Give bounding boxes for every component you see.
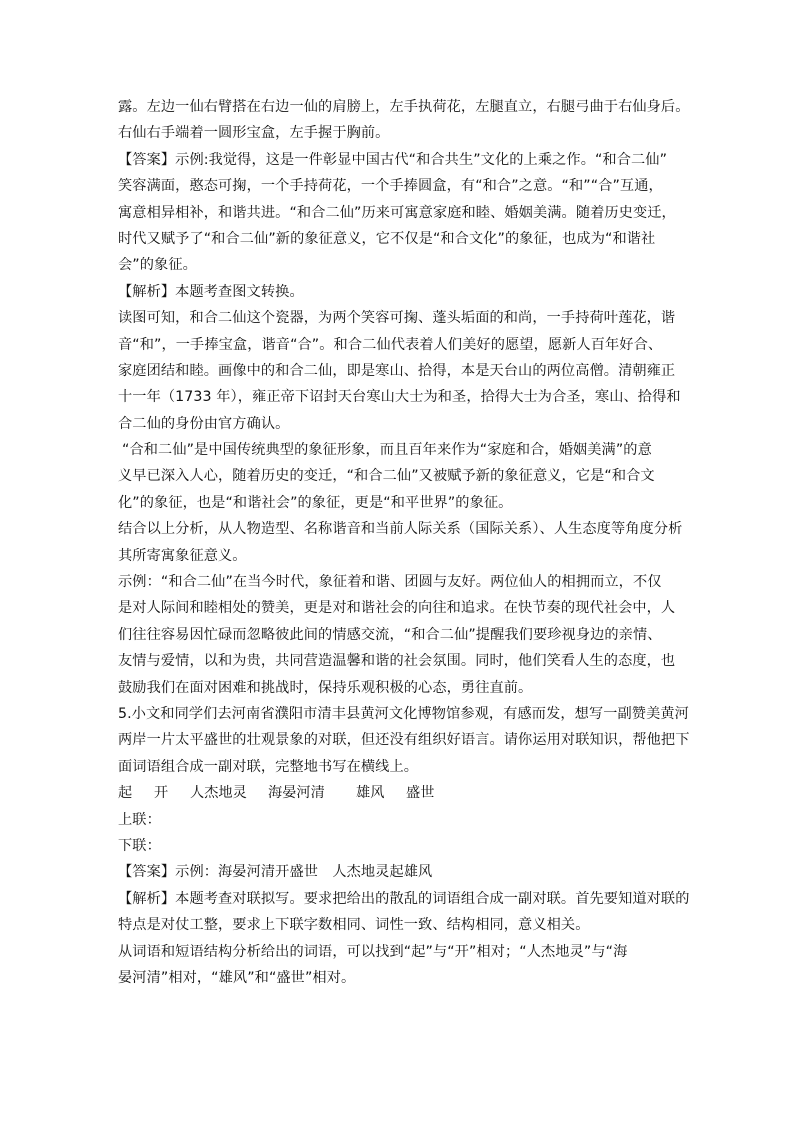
analysis-line: “合和二仙”是中国传统典型的象征形象，而且百年来作为“家庭和合，婚姻美满”的意 (122, 442, 652, 459)
analysis-line: 特点是对仗工整，要求上下联字数相同、词性一致、结构相同，意义相关。 (118, 917, 590, 934)
paragraph-line: 右仙右手端着一圆形宝盒，左手握于胸前。 (118, 125, 390, 142)
analysis-line: 【解析】本题考查对联拟写。要求把给出的散乱的词语组合成一副对联。首先要知道对联的 (118, 890, 690, 907)
answer-line: 会”的象征。 (118, 257, 197, 274)
word-item: 起 (118, 785, 133, 802)
analysis-line: 晏河清”相对，“雄风”和“盛世”相对。 (118, 969, 356, 986)
analysis-line: 鼓励我们在面对困难和挑战时，保持乐观积极的心态，勇往直前。 (118, 679, 533, 696)
analysis-line: 其所寄寓象征意义。 (118, 547, 247, 564)
word-item: 人杰地灵 (190, 785, 247, 802)
lower-couplet-label: 下联： (118, 837, 161, 854)
analysis-line: 音“和”，一手捧宝盒，谐音“合”。和合二仙代表着人们美好的愿望，愿新人百年好合、 (118, 336, 663, 353)
answer-line: 寓意相异相补，和谐共进。“和合二仙”历来可寓意家庭和睦、婚姻美满。随着历史变迁， (118, 204, 676, 221)
question-line: 5.小文和同学们去河南省濮阳市清丰县黄河文化博物馆参观，有感而发，想写一副赞美黄河 (118, 705, 689, 722)
analysis-line: 示例：“和合二仙”在当今时代，象征着和谐、团圆与友好。两位仙人的相拥而立，不仅 (118, 574, 662, 591)
analysis-line: 十一年（1733 年），雍正帝下诏封天台寒山大士为和圣，拾得大士为合圣，寒山、拾得和 (118, 389, 681, 406)
answer-line: 【答案】示例:我觉得，这是一件彰显中国古代“和合共生”文化的上乘之作。“和合二仙” (118, 151, 668, 168)
analysis-line: 结合以上分析，从人物造型、名称谐音和当前人际关系（国际关系）、人生态度等角度分析 (118, 521, 683, 538)
answer-line: 笑容满面，憨态可掬，一个手持荷花，一个手捧圆盒，有“和合”之意。“和”“合”互通， (118, 178, 663, 195)
question-line: 面词语组合成一副对联，完整地书写在横线上。 (118, 758, 419, 775)
analysis-line: 友情与爱情，以和为贵，共同营造温馨和谐的社会氛围。同时，他们笑看人生的态度，也 (118, 653, 676, 670)
analysis-line: 家庭团结和睦。画像中的和合二仙，即是寒山、拾得，本是天台山的两位高僧。清朝雍正 (118, 362, 676, 379)
analysis-line: 是对人际间和睦相处的赞美，更是对和谐社会的向往和追求。在快节奏的现代社会中，人 (118, 600, 676, 617)
upper-couplet-label: 上联： (118, 811, 161, 828)
word-item: 开 (154, 785, 169, 802)
document-page (118, 94, 690, 991)
analysis-line: 【解析】本题考查图文转换。 (118, 283, 304, 300)
question-line: 两岸一片太平盛世的壮观景象的对联，但还没有组织好语言。请你运用对联知识，帮他把下 (118, 732, 690, 749)
answer-line: 【答案】示例：海晏河清开盛世 人杰地灵起雄风 (118, 864, 433, 881)
word-item: 盛世 (406, 785, 435, 802)
analysis-line: 读图可知，和合二仙这个瓷器，为两个笑容可掬、蓬头垢面的和尚，一手持荷叶莲花，谐 (118, 310, 676, 327)
word-bank (118, 780, 680, 806)
analysis-line: 化”的象征，也是“和谐社会”的象征，更是“和平世界”的象征。 (118, 494, 513, 511)
paragraph-line: 露。左边一仙右臂搭在右边一仙的肩膀上，左手执荷花，左腿直立，右腿弓曲于右仙身后。 (118, 99, 690, 115)
word-item: 海晏河清 (268, 785, 325, 802)
analysis-line: 从词语和短语结构分析给出的词语，可以找到“起”与“开”相对；“人杰地灵”与“海 (118, 943, 628, 960)
analysis-line: 合二仙的身份由官方确认。 (118, 415, 290, 432)
word-item: 雄风 (356, 785, 385, 802)
analysis-line: 义早已深入人心，随着历史的变迁，“和合二仙”又被赋予新的象征意义，它是“和合文 (118, 468, 655, 485)
analysis-line: 们往往容易因忙碌而忽略彼此间的情感交流，“和合二仙”提醒我们要珍视身边的亲情、 (118, 626, 662, 643)
answer-line: 时代又赋予了“和合二仙”新的象征意义，它不仅是“和合文化”的象征，也成为“和谐社 (118, 230, 656, 247)
